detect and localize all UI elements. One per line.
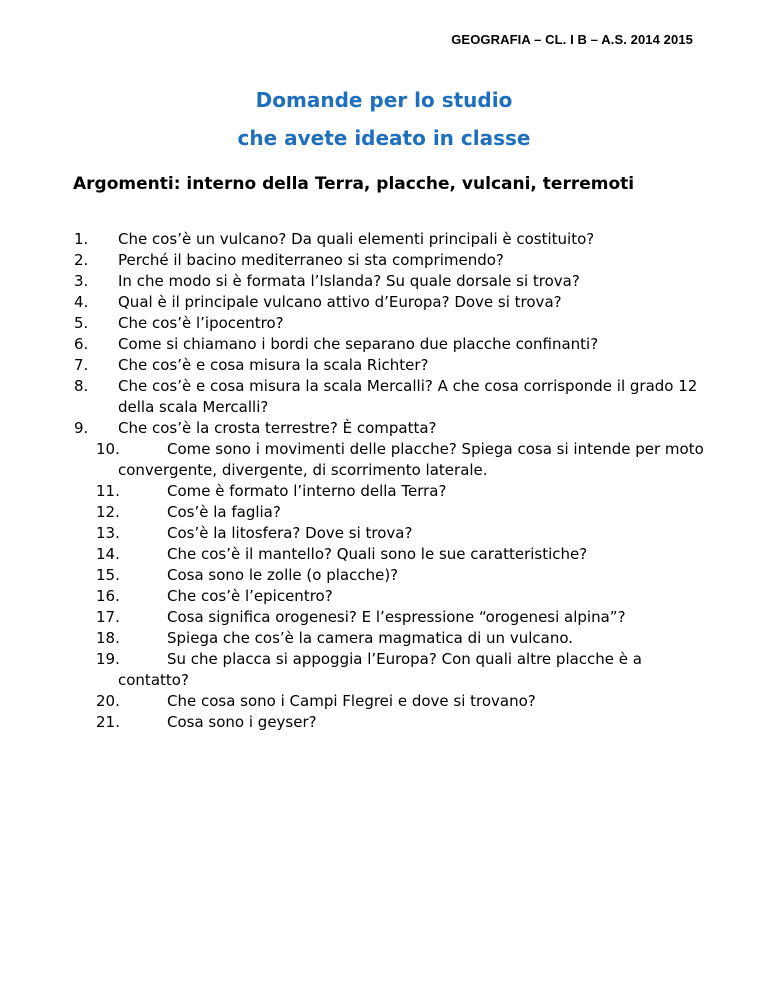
question-number: 17. [96,608,120,626]
question-text: Come si chiamano i bordi che separano due placche confinanti? [118,335,599,353]
question-text: Che cos’è un vulcano? Da quali elementi principali è costituito? [118,230,595,248]
question-text: Che cos’è e cosa misura la scala Mercalli? A che cosa corrisponde il grado 12 della scala Mercalli? [118,377,698,416]
list-item [74,313,716,334]
page-title: Domande per lo studio [255,88,513,112]
list-item [96,481,716,502]
question-number: 21. [96,713,120,731]
page-title-line-2: che avete ideato in classe [237,126,531,150]
question-text: Come è formato l’interno della Terra? [167,482,447,500]
question-text: Che cos’è la crosta terrestre? È compatta? [118,419,437,437]
question-text: Cos’è la faglia? [167,503,281,521]
question-list [74,229,716,733]
list-item [96,691,716,712]
question-number: 8. [74,377,89,395]
document-header: GEOGRAFIA – CL. I B – A.S. 2014 2015 [451,32,693,47]
question-number: 15. [96,566,120,584]
list-item [74,418,716,439]
question-number: 2. [74,251,89,269]
list-item [74,355,716,376]
list-item [96,586,716,607]
question-text: Che cosa sono i Campi Flegrei e dove si trovano? [167,692,536,710]
question-text: Cos’è la litosfera? Dove si trova? [167,524,413,542]
list-item [74,229,716,250]
list-item [74,292,716,313]
list-item [74,271,716,292]
list-item [74,376,716,418]
question-number: 11. [96,482,120,500]
question-text: Come sono i movimenti delle placche? Spiega cosa si intende per moto convergente, divergente, di scorrimento laterale. [118,440,704,479]
list-item [96,502,716,523]
question-text: Cosa significa orogenesi? E l’espressione “orogenesi alpina”? [167,608,626,626]
question-number: 19. [96,650,120,668]
list-item [96,628,716,649]
question-number: 3. [74,272,89,290]
question-text: Cosa sono le zolle (o placche)? [167,566,399,584]
question-number: 4. [74,293,89,311]
question-text: Che cos’è l’ipocentro? [118,314,284,332]
question-number: 16. [96,587,120,605]
question-number: 5. [74,314,89,332]
question-text: In che modo si è formata l’Islanda? Su quale dorsale si trova? [118,272,580,290]
question-number: 14. [96,545,120,563]
question-number: 12. [96,503,120,521]
question-number: 10. [96,440,120,458]
list-item [96,649,716,691]
question-text: Qual è il principale vulcano attivo d’Europa? Dove si trova? [118,293,562,311]
question-number: 7. [74,356,89,374]
question-text: Che cos’è l’epicentro? [167,587,333,605]
question-number: 20. [96,692,120,710]
question-text: Su che placca si appoggia l’Europa? Con quali altre placche è a contatto? [118,650,642,689]
list-item [74,334,716,355]
list-item [74,250,716,271]
question-text: Perché il bacino mediterraneo si sta comprimendo? [118,251,504,269]
topics-heading: Argomenti: interno della Terra, placche, vulcani, terremoti [73,174,635,194]
list-item [96,565,716,586]
list-item [96,523,716,544]
question-number: 9. [74,419,89,437]
question-text: Cosa sono i geyser? [167,713,317,731]
question-number: 1. [74,230,89,248]
question-text: Che cos’è il mantello? Quali sono le sue caratteristiche? [167,545,588,563]
list-item [96,607,716,628]
question-number: 18. [96,629,120,647]
list-item [96,439,716,481]
question-number: 13. [96,524,120,542]
question-text: Che cos’è e cosa misura la scala Richter? [118,356,429,374]
list-item [96,544,716,565]
list-item [96,712,716,733]
question-text: Spiega che cos’è la camera magmatica di un vulcano. [167,629,574,647]
question-number: 6. [74,335,89,353]
